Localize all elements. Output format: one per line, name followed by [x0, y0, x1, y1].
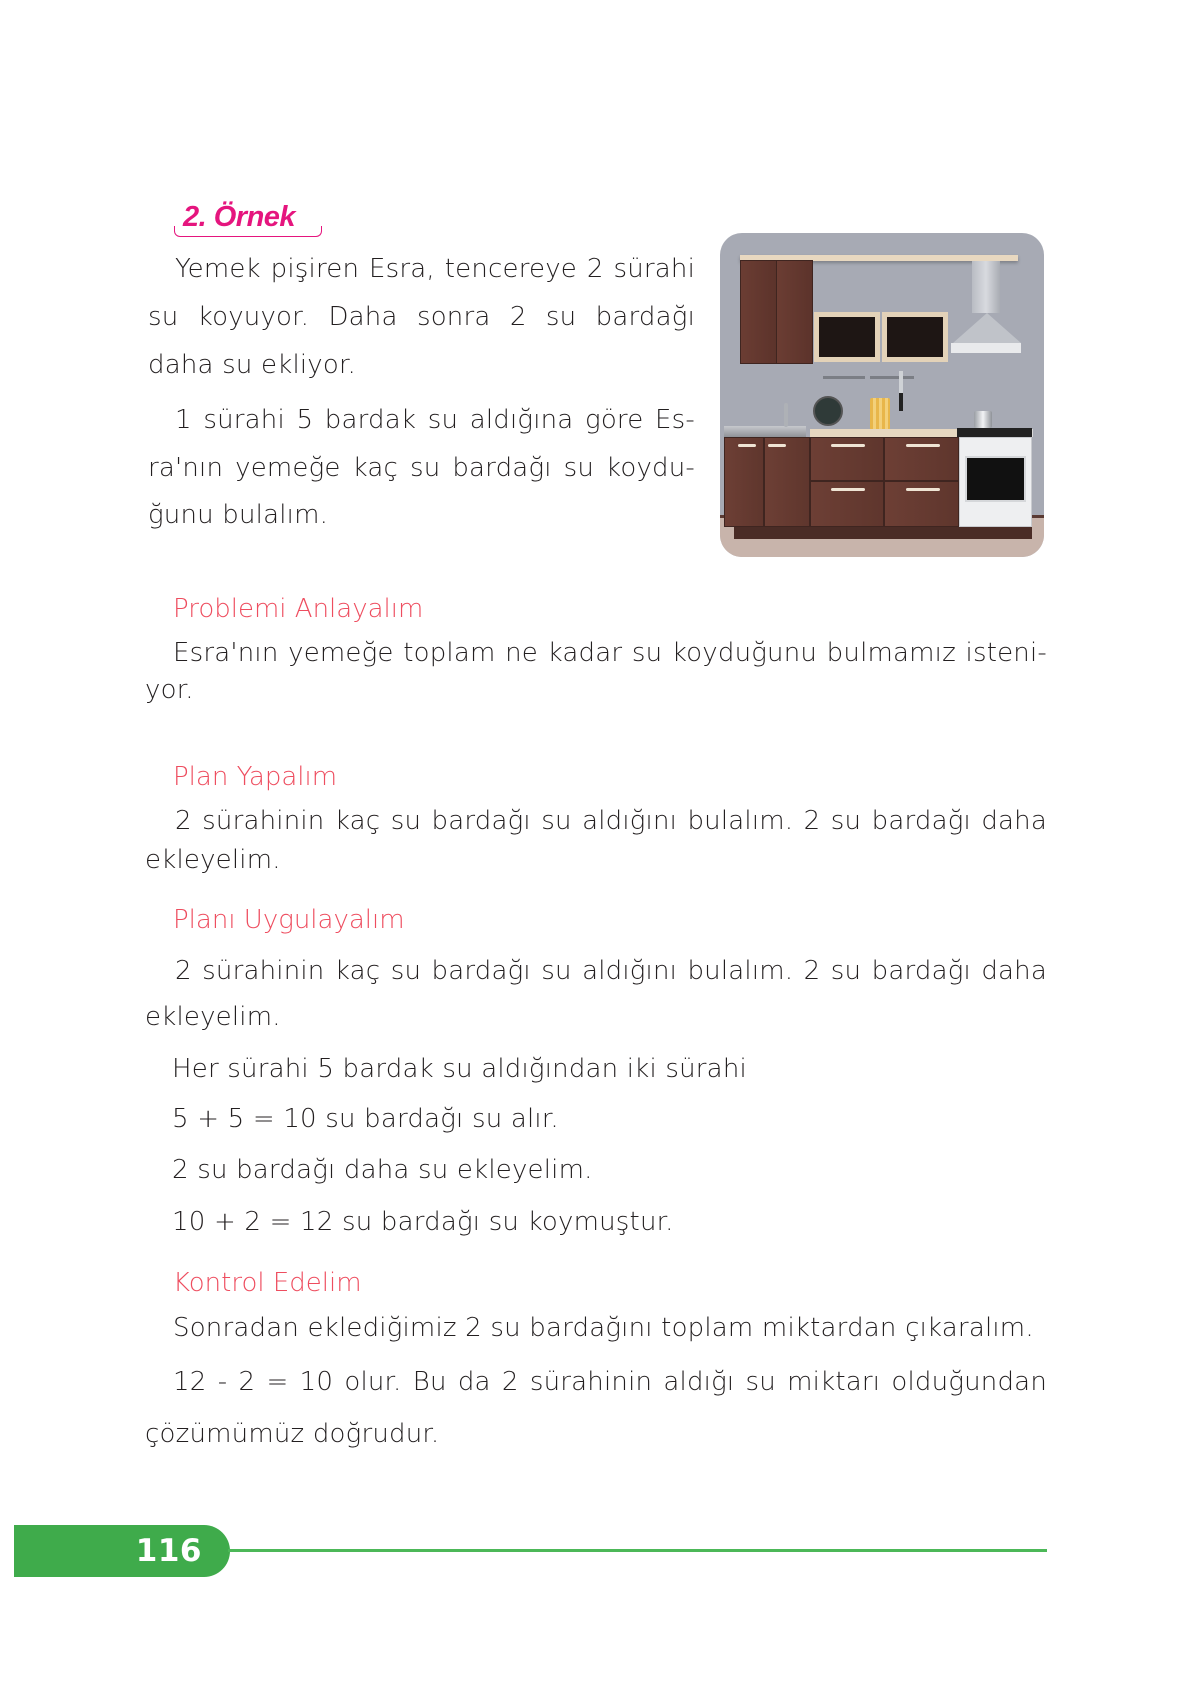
drawer-handle	[831, 444, 865, 447]
section-understand-line-2: yor.	[145, 675, 194, 705]
cooking-pot-icon	[974, 411, 992, 428]
frying-pan-icon	[813, 396, 843, 426]
footer-rule	[228, 1549, 1047, 1552]
cooktop	[957, 428, 1032, 437]
section-apply-line-6: 10 + 2 = 12 su bardağı su koymuştur.	[172, 1207, 674, 1237]
example-heading	[172, 201, 322, 237]
heading-underline-bracket	[174, 226, 322, 237]
cutting-board-icon	[870, 398, 890, 430]
section-apply-line-5: 2 su bardağı daha su ekleyelim.	[172, 1155, 593, 1185]
knife-icon	[899, 371, 903, 411]
range-hood-base	[951, 343, 1021, 353]
knife-rail	[870, 376, 914, 379]
cabinet-handle	[738, 444, 756, 447]
glass-cabinet-left	[814, 312, 880, 362]
sink-icon	[724, 426, 806, 437]
base-cabinet-2	[764, 437, 810, 527]
base-cabinet-1	[724, 437, 764, 527]
page-number: 116	[135, 1533, 202, 1569]
page-number-tab	[14, 1525, 230, 1577]
example-title: 2. Örnek	[183, 201, 296, 233]
drawer-handle	[906, 488, 940, 491]
section-title-plan: Plan Yapalım	[173, 762, 338, 792]
drawer-handle	[831, 488, 865, 491]
section-plan-line-1: 2 sürahinin kaç su bardağı su aldığını bulalım. 2 su bardağı daha	[175, 806, 1047, 836]
section-plan-line-2: ekleyelim.	[145, 845, 281, 875]
section-title-apply: Planı Uygulayalım	[173, 905, 405, 935]
upper-cabinet-right	[776, 260, 813, 364]
upper-cabinet-left	[740, 260, 777, 364]
oven	[959, 437, 1032, 527]
section-title-understand: Problemi Anlayalım	[173, 594, 424, 624]
cabinet-handle	[768, 444, 786, 447]
section-apply-line-1: 2 sürahinin kaç su bardağı su aldığını bulalım. 2 su bardağı daha	[175, 956, 1047, 986]
section-check-line-1: Sonradan eklediğimiz 2 su bardağını toplam miktardan çıkaralım.	[173, 1313, 1034, 1343]
cabinet-plinth	[734, 527, 1032, 539]
problem-line-2: su koyuyor. Daha sonra 2 su bardağı	[148, 302, 695, 332]
problem-line-1: Yemek pişiren Esra, tencereye 2 sürahi	[175, 254, 695, 284]
section-apply-line-3: Her sürahi 5 bardak su aldığından iki sürahi	[172, 1054, 747, 1084]
problem-line-5: ra'nın yemeğe kaç su bardağı su koydu-	[148, 453, 695, 483]
section-apply-line-2: ekleyelim.	[145, 1002, 281, 1032]
section-understand-line-1: Esra'nın yemeğe toplam ne kadar su koyduğunu bulmamız isteni-	[173, 638, 1047, 668]
faucet-icon	[784, 403, 788, 427]
section-check-line-2: 12 - 2 = 10 olur. Bu da 2 sürahinin aldığı su miktarı olduğundan	[173, 1367, 1047, 1397]
drawer-handle	[906, 444, 940, 447]
section-apply-line-4: 5 + 5 = 10 su bardağı su alır.	[172, 1104, 559, 1134]
range-hood-chimney	[972, 261, 1000, 313]
problem-line-6: ğunu bulalım.	[148, 500, 329, 530]
glass-cabinet-right	[882, 312, 948, 362]
section-check-line-3: çözümümüz doğrudur.	[145, 1419, 440, 1449]
countertop	[810, 429, 960, 437]
section-title-check: Kontrol Edelim	[173, 1268, 362, 1298]
problem-line-3: daha su ekliyor.	[148, 350, 356, 380]
range-hood	[953, 313, 1021, 343]
kitchen-illustration	[720, 233, 1044, 557]
problem-line-4: 1 sürahi 5 bardak su aldığına göre Es-	[175, 405, 695, 435]
utensil-rail	[823, 376, 865, 379]
